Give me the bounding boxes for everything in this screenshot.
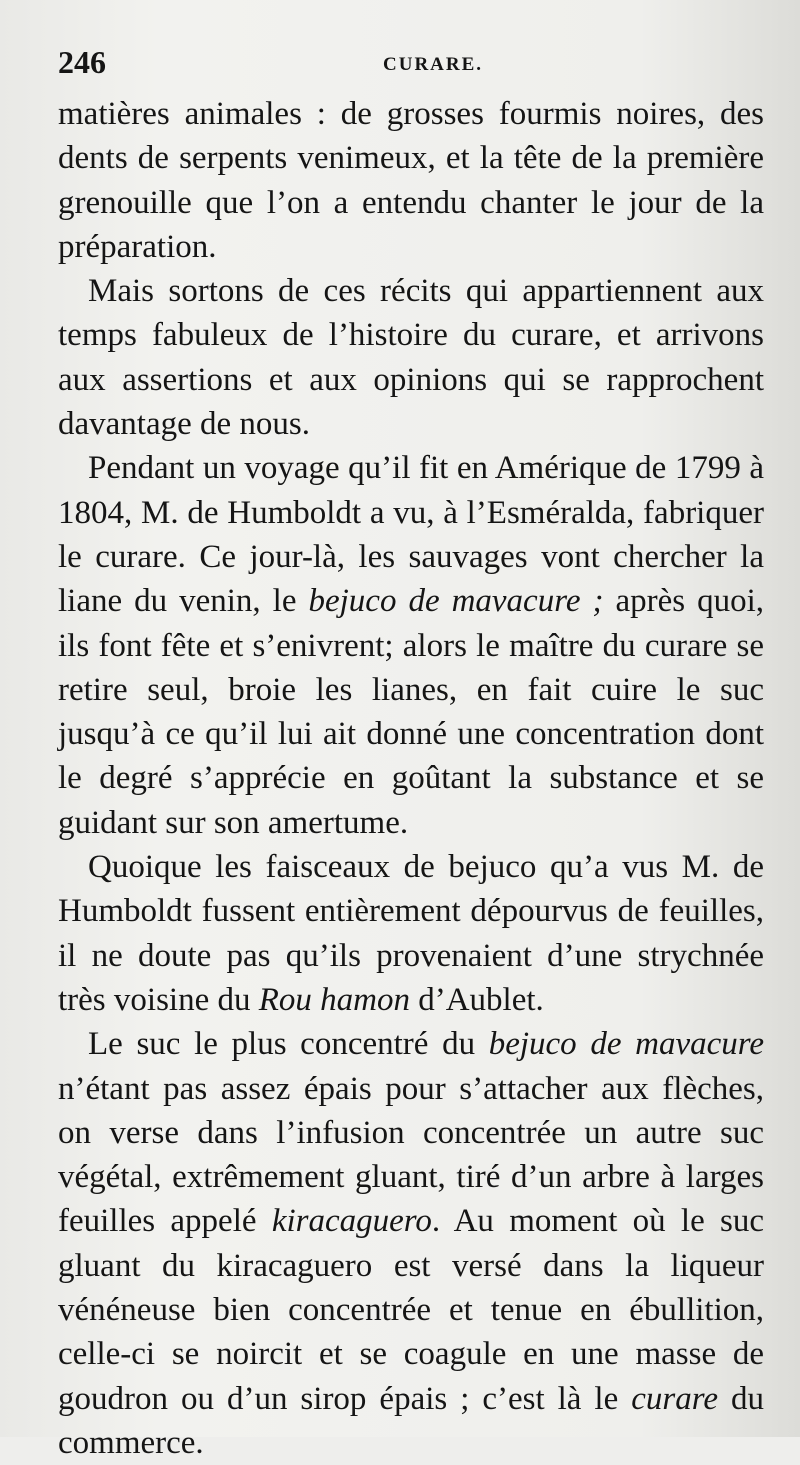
text-run: après quoi, ils font fête et s’enivrent; alors le maître du curare se retire seul, broie les lianes, en fait cuire le suc jusqu’à ce qu’il lui ait donné une concentration dont le degré s’apprécie en goûtant la substance et se guidant sur son amertume.: [58, 583, 764, 841]
page-number: 246: [58, 44, 106, 80]
italic-text: curare: [631, 1380, 719, 1417]
paragraph: [58, 446, 764, 845]
text-run: . Au moment où le suc gluant du kiracaguero est versé dans la liqueur vénéneuse bien concentrée et tenue en ébullition, celle-ci se noircit et se coagule en une masse de goudron ou d’un sirop épais ; c’est là le: [58, 1203, 765, 1417]
text-run: du commerce.: [58, 1380, 764, 1461]
italic-text: bejuco de mavacure ;: [308, 583, 604, 620]
paragraph: [58, 1022, 764, 1465]
body-text: [58, 92, 764, 1465]
text-run: n’étant pas assez épais pour s’attacher aux flèches, on verse dans l’infusion concentrée un autre suc végétal, extrêmement gluant, tiré d’un arbre à larges feuilles appelé: [58, 1070, 764, 1240]
paragraph: [58, 92, 764, 269]
running-head: CURARE.: [383, 54, 484, 75]
italic-text: bejuco de mavacure: [488, 1026, 764, 1063]
text-run: Quoique les faisceaux de bejuco qu’a vus M. de Humboldt fussent entièrement dépourvus de feuilles, il ne doute pas qu’ils provenaient d’une strychnée très voisine du: [58, 849, 764, 1018]
text-run: Le suc le plus concentré du: [88, 1026, 489, 1063]
text-run: d’Aublet.: [409, 981, 544, 1018]
paragraph: [58, 269, 764, 446]
text-run: Pendant un voyage qu’il fit en Amérique de 1799 à 1804, M. de Humboldt a vu, à l’Esméralda, fabriquer le curare. Ce jour-là, les sauvages vont chercher la liane du venin, le: [58, 450, 764, 620]
page-header: [58, 44, 758, 84]
italic-text: Rou hamon: [258, 981, 410, 1018]
italic-text: kiracaguero: [271, 1203, 432, 1240]
text-run: matières animales : de grosses fourmis noires, des dents de serpents venimeux, et la tête de la première grenouille que l’on a entendu chanter le jour de la préparation.: [58, 96, 764, 265]
text-run: Mais sortons de ces récits qui appartiennent aux temps fabuleux de l’histoire du curare, et arrivons aux assertions et aux opinions qui se rapprochent davantage de nous.: [58, 273, 764, 443]
paragraph: [58, 845, 764, 1022]
